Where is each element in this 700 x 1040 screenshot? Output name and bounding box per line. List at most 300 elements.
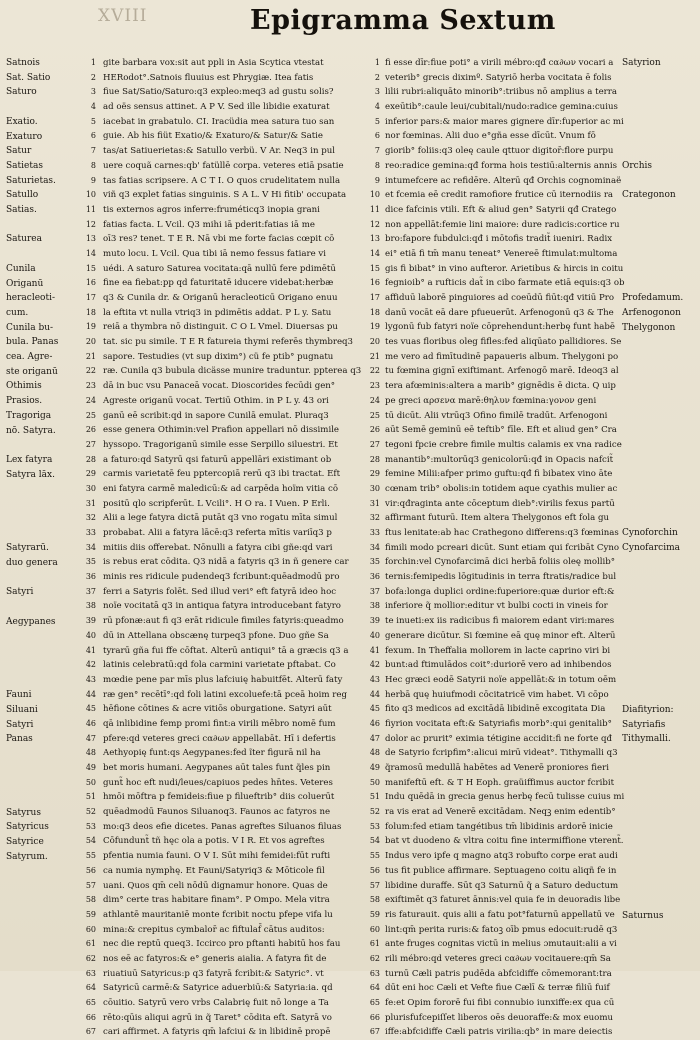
text-line: sapore. Testudies (vt sup dixim°) cü fe ptib° pugnatu [103,351,334,362]
line-number: 19 [85,322,96,332]
line-number: 10 [85,190,96,200]
text-line: fine ea fiebat:pp qd faturitatē iducere videbat:herbæ [103,278,334,289]
margin-note: cum. [6,307,29,318]
text-line: fexum. In Theffalia mollorem in lacte caprino viri bi [385,645,611,656]
line-number: 45 [85,704,96,714]
line-number: 46 [85,718,96,728]
line-number: 20 [85,337,96,347]
line-number: 61 [85,939,96,949]
text-line: inferior pars:& maior mares gignere dīr:fuperior ac mi [385,116,624,127]
text-line: tyrarū gña fui ffe cōftat. Alterū antiqui° tā a græcis q3 a [103,645,349,656]
line-number: 13 [85,234,96,244]
text-line: Aethyopię funt:qs Aegypanes:fed ĩter figurā nil ha [103,748,321,759]
line-number: 36 [85,572,96,582]
margin-note: Satyri [6,587,34,598]
text-line: fegnioib° a rufticis dat̃ in cibo farmate etiā equis:q3 ob [385,278,625,289]
text-line: minis res ridicule pudendeq3 fcribunt:quēadmodū pro [103,572,340,583]
text-line: fatias facta. L Vcil. Q3 mihi iā pderit:fatias iā me [103,219,316,230]
line-number: 5 [374,116,380,126]
margin-note: Satyrarū. [6,543,49,554]
text-line: ante fruges cognitas victū in melius ɔmutauit:alii a vi [385,939,617,950]
line-number: 23 [369,381,380,391]
line-number: 48 [369,748,380,758]
text-line: me vero ad fimītudinē papaueris album. Thelygoni po [385,351,619,362]
text-line: viñ q3 explet fatias singuinis. S A L. V Hi fitib' occupata [103,190,347,201]
margin-note: Profedamum. [622,293,684,304]
text-line: manantib°:multorūq3 genicolorū:qđ in Opacis nafcit̃ [385,454,614,465]
margin-note: heracleoti- [6,293,55,304]
text-line: qā inlibidine femp promi fint:a virili mēbro nomē fum [103,718,336,729]
line-number: 26 [369,425,380,435]
margin-note: Aegypanes [6,616,56,627]
text-line: manifeftū eft. & T H Eoph. graüiffimus auctor fcribit [385,777,615,788]
text-line: dū in Attellana obscænę turpeq3 pfone. Duo gñe Sa [103,630,329,641]
line-number: 17 [369,293,380,302]
line-number: 11 [85,204,96,214]
line-number: 42 [85,660,96,670]
text-line: lilii rubri:aliquāto minorib°:triibus nō amplius a terra [385,87,618,98]
text-line: folum:fed etiam tangétibus tm̄ libidinis ardorē inicie [385,821,613,832]
line-number: 35 [369,557,380,567]
text-line: affirmant futurū. Item altera Thelygonos eft fola gu [385,513,610,524]
text-line: ra vis erat ad Venerē excitādam. Neqꝫ enim edentib° [385,807,616,818]
margin-note: Cunila [6,263,36,274]
line-number: 17 [85,293,96,302]
line-number: 49 [85,763,96,772]
text-line: a faturo:qd Satyrū qsi faturū appellāri existimant ob [103,454,332,465]
text-line: nor fœminas. Alii duo e°gña esse dīcūt. Vnum fō [385,131,596,142]
text-line: turnū Cæli patris pudēda abfcidiffe cōmemorant:tra [385,968,612,979]
line-number: 25 [85,410,96,420]
margin-note: Satyriafis [622,719,666,730]
line-number: 51 [85,792,96,802]
line-number: 2 [90,72,96,82]
line-number: 41 [85,645,96,655]
line-number: 12 [85,219,96,229]
text-line: ad oës sensus attinet. A P V. Sed ille libidie exaturat [103,102,330,113]
line-number: 60 [369,924,380,934]
line-number: 29 [369,469,380,479]
text-line: pfere:qd veteres greci cα∂ων appellabāt. Hī i defertis [103,733,336,744]
line-number: 47 [85,733,96,743]
text-line: tes vuas floribus oleg fifles:fed aliqūato pallidiores. Se [385,337,622,348]
text-line: tus fit publice affirmare. Septuageno coitu aliqñ fe in [385,865,617,876]
text-line: uédi. A saturo Saturea vocitata:qā nullū fere pdimētū [103,263,336,274]
line-number: 25 [369,410,380,420]
line-number: 1 [374,58,380,67]
text-line: dice fafcinis vtili. Eft & aliud gen° Satyrii qđ Cratego [385,204,617,215]
margin-note: Exaturo [6,131,43,142]
line-number: 40 [369,630,380,640]
line-number: 4 [374,102,380,112]
line-number: 51 [369,792,380,802]
text-line: fiue Sat/Satio/Saturo:q3 expleo:meq3 ad gustu solis? [103,87,334,98]
line-number: 14 [369,248,380,258]
text-line: lint:qm̄ perita ruris:& fatoꝫ oīb pmus edocuit:rudē q3 [385,924,618,935]
line-number: 38 [85,601,96,611]
page-title: Epigramma Sextum [250,5,556,36]
line-number: 21 [85,351,96,361]
text-line: inferiore q̃ mollior:editur vt bulbi cocti in vineis for [385,601,608,612]
line-number: 39 [85,616,96,626]
text-line: eni fatyra carmē maledicū:& ad carpēda hoïm vitia cō [103,483,338,494]
line-number: 15 [369,263,380,273]
margin-note: Sat. Satio [6,72,51,83]
line-number: 9 [374,175,380,185]
text-line: de Satyrio fcripfim°:alicui mirū videat°. Tithymalli q3 [385,748,618,759]
margin-note: Satnois [6,58,40,68]
text-line: bro:fapore fubdulci:qđ i mōtofis tradit̃ iueniri. Radix [385,234,613,245]
margin-note: bula. Panas [6,337,59,348]
text-line: bofa:longa duplici ordine:fuperiore:quæ durior eft:& [385,586,615,597]
line-number: 30 [369,483,380,493]
margin-note: Siluani [6,704,38,715]
margin-note: Satyri [6,719,34,730]
right-line-numbers [360,56,380,1040]
margin-note: Satietas [6,160,43,171]
text-line: intumefcere ac refidēre. Alterū qđ Orchis cognominaë [385,175,622,186]
line-number: 5 [90,116,96,126]
line-number: 58 [369,895,380,905]
line-number: 53 [85,821,96,831]
line-number: 4 [90,102,96,112]
text-line: Indus vero ipfe q magno atq3 robufto corpe erat audi [385,851,618,862]
margin-note: Cynoforchin [622,528,678,539]
text-line: et fcemia eē credit ramofiore frutice cū iternodiis ra [385,190,614,201]
line-number: 28 [85,454,96,464]
line-number: 1 [90,58,96,67]
margin-note: Cynofarcima [622,543,681,554]
left-line-numbers [76,56,96,1040]
margin-note: Saturea [6,234,42,245]
margin-note: Arfenogonon [622,307,681,318]
line-number: 21 [369,351,380,361]
text-line: bat vt duodeno & vltra coitu fine intermiffione vterent̃. [385,836,624,847]
line-number: 32 [85,513,96,523]
text-line: fi esse dīr:fiue poti° a virili mébro:qđ cα∂ων vocari a [385,58,614,68]
text-line: ca numia nymphę. Et Fauni/Satyriq3 & Mōticole fil [103,865,325,876]
line-number: 54 [369,836,380,846]
text-line: hēfione cōtines & acre vitiōs oburgatione. Satyri aūt [103,704,332,715]
line-number: 31 [85,498,96,508]
line-number: 7 [374,146,380,156]
text-line: ris faturauit. quis alii a fatu pot°faturnū appellatū ve [385,909,615,920]
text-line: riuatiuū Satyricus:p q3 fatyrā fcribit:& Satyric°. vt [103,968,324,979]
margin-note: Satyrus [6,807,41,818]
margin-note: Crategonon [622,190,676,201]
line-number: 47 [369,733,380,743]
line-number: 29 [85,469,96,479]
text-line: probabat. Alii a fatyra lācē:q3 referta mītis variīq3 p [103,528,332,538]
text-line: veterib° grecis diximº. Satyriō herba vocitata ē folis [385,72,612,83]
text-line: pe greci αρσενα marē:θηλυν fœmina:γονον geni [385,395,597,406]
text-line: reiā a thymbra nō distinguit. C O L Vmel. Diuersas pu [103,322,338,333]
line-number: 38 [369,601,380,611]
text-line: cari affirmet. A fatyris qm̄ lafciui & in libidinē propē [103,1027,331,1038]
line-number: 44 [369,689,380,699]
text-line: reo:radice gemina:qđ forma hois testiū:alternis annis [385,160,618,171]
margin-note: Cunila bu- [6,322,54,333]
text-line: la eftita vt nulla vtriq3 in pdimētis addat. P L y. Satu [103,307,332,318]
line-number: 32 [369,513,380,523]
line-number: 22 [85,366,96,376]
text-line: ganū eē scribit:qd in sapore Cunilā emulat. Pluraq3 [103,410,329,421]
line-number: 67 [85,1027,96,1037]
text-line: dā in buc vsu Panaceā vocat. Dioscorides fecūdi gen° [103,381,336,392]
text-line: forchin:vel Cynofarcimā dici herbā foliis oleę mollib° [385,557,616,568]
line-number: 55 [85,851,96,861]
line-number: 39 [369,616,380,626]
margin-note: Othimis [6,381,42,392]
text-line: mo:q3 deos efie dicetes. Panas agreftes Siluanos filuas [103,821,342,832]
line-number: 9 [90,175,96,185]
margin-note: Saturnus [622,910,664,921]
line-number: 58 [85,895,96,905]
line-number: 8 [374,160,380,170]
line-number: 18 [369,307,380,317]
line-number: 65 [85,998,96,1007]
line-number: 42 [369,660,380,670]
line-number: 34 [369,542,380,552]
text-line: bet moris humani. Aegypanes aūt tales funt q̃les pin [103,763,331,773]
line-number: 24 [85,395,96,405]
line-number: 2 [374,72,380,82]
line-number: 30 [85,483,96,493]
text-line: exiftimēt q3 faturet ānnis:vel quia fe in deuoradis libe [385,895,621,906]
text-line: dim° certe tras habitare finam°. P Ompo. Mela vitra [103,895,330,906]
margin-note: Satias. [6,205,37,215]
line-number: 37 [369,586,380,596]
text-line: q3 & Cunila dr. & Origanū heracleoticū Origano enuu [103,293,338,303]
text-line: hmōi mōftra p femideis:fiue p filueftrib° diis coluerūt [103,792,335,803]
right-text-column [385,56,625,1040]
line-number: 55 [369,851,380,861]
text-line: Satyricū carmē:& Satyrice aduerbiū:& Satyria:ia. qd [103,983,333,994]
text-line: ferri a Satyris folēt. Sed illud veri° eft fatyrā ideo hoc [103,586,337,597]
line-number: 20 [369,337,380,347]
text-line: pfentia numia fauni. O V I. Sūt mihi femidei:fūt rufti [103,851,331,862]
line-number: 66 [369,1012,380,1022]
text-line: tat. sic pu simile. T E R fatureia thymi referēs thymbreq3 [103,337,354,348]
text-line: ræ gen° recētī°:qd foli latini excoluefe:tā pceā hoim reg [103,689,348,700]
line-number: 62 [85,953,96,963]
line-number: 57 [369,880,380,890]
text-line: HERodot°.Satnois fluuius est Phrygiæ. Itea fatis [103,72,314,83]
line-number: 63 [369,968,380,978]
margin-note: Exatio. [6,116,38,127]
line-number: 22 [369,366,380,376]
margin-note: Orchis [622,160,653,171]
line-number: 50 [85,777,96,787]
text-line: rū pfonæ:aut fi q3 erāt ridicule fimiles fatyris:queadmo [103,616,344,627]
line-number: 35 [85,557,96,567]
text-line: plurisfufcepiſſet liberos oēs deuoraffe:& mox euomu [385,1012,614,1023]
text-line: Cōfundunt̃ tñ hęc ola a potis. V I R. Et vos agreftes [103,836,325,847]
line-number: 46 [369,718,380,728]
margin-note: cea. Agre- [6,352,53,362]
line-number: 57 [85,880,96,890]
line-number: 63 [85,968,96,978]
line-number: 33 [369,528,380,537]
text-line: tas/at Satiuerietas:& Satullo verbü. V Ar. Neq3 in pul [103,146,336,157]
text-line: latinis celebratū:qd fola carmini varietate pftabat. Co [103,660,336,671]
line-number: 67 [369,1027,380,1037]
margin-note: Satullo [6,190,39,201]
line-number: 33 [85,528,96,537]
margin-note: Fauni [6,690,32,701]
line-number: 40 [85,630,96,640]
text-line: dūt eni hoc Cæli et Vefte fiue Cælī & terræ filiū fuif [385,983,610,994]
line-number: 64 [85,983,96,993]
text-line: gunt̃ hoc eft nudi/leues/capiuos pedes hn̄tes. Veteres [103,777,333,788]
text-line: uani. Quos qm̄ celi nōdū dignamur honore. Quas de [103,880,328,891]
margin-note: Tithymalli. [622,734,671,745]
margin-note: Tragoriga [6,410,52,421]
line-number: 44 [85,689,96,699]
text-line: nec die reptū queq3. Iccirco pro pftanti habitū hos fau [103,939,341,950]
running-head-left: XVIII [98,6,148,26]
text-line: rēto:qūis aliqui agrū in q̃ Taret° cōdita eft. Satyrā vo [103,1012,332,1023]
text-line: iffe:abfcidiffe Cæli patris virilia:qb° in mare deiectis [385,1027,613,1038]
text-line: ræ. Cunila q3 bubula dicässe munire traduntur. ppterea q3 [103,366,362,377]
text-line: muto locu. L Vcil. Qua tibi iā nemo fessus fatiare vi [103,248,327,259]
line-number: 3 [374,87,380,97]
text-line: Hec græci eodē Satyrii noïe appellāt:& in totum oēm [385,674,617,685]
text-line: mitiis diis offerebat. Nōnulli a fatyra cibi gñe:qd vari [103,542,333,553]
line-number: 6 [90,131,96,141]
line-number: 50 [369,777,380,787]
line-number: 6 [374,131,380,141]
text-line: cōuitio. Satyrū vero vrbs Calabrię fuit nō longe a Ta [103,998,329,1008]
line-number: 61 [369,939,380,949]
line-number: 18 [85,307,96,317]
text-line: herbā quę huiufmodi cōcitatricē vim habet. Vi cōpo [385,689,609,700]
line-number: 24 [369,395,380,405]
line-number: 48 [85,748,96,758]
text-line: tis externos agros inferre:fruméticq3 inopia grani [103,204,320,215]
line-number: 62 [369,953,380,963]
text-line: q̃ramosū medullā habētes ad Venerē proniores fieri [385,763,609,773]
text-line: tū dicūt. Alii vtrūq3 Ofino fimilē tradūt. Arfenogoni [385,410,608,421]
line-number: 34 [85,542,96,552]
line-number: 37 [85,586,96,596]
margin-note: Prasios. [6,396,43,407]
line-number: 43 [369,674,380,684]
text-line: vir:qđraginta ante cōceptum dieb°:virilis fexus partū [385,498,615,509]
line-number: 52 [369,807,380,817]
margin-note: Panas [6,734,33,745]
line-number: 64 [369,983,380,993]
line-number: 45 [369,704,380,714]
text-line: ternis:femipedis lōgitudinis in terra ftratis/radice bul [385,572,617,583]
text-line: carmis varietatē feu pptercopiā rerū q3 ibi tractat. Eft [103,469,341,480]
line-number: 12 [369,219,380,229]
line-number: 31 [369,498,380,508]
text-line: cœnam trib° obolis:in totidem aque cyathis mulier ac [385,483,618,494]
margin-note: Satur [6,146,32,157]
margin-note: Diafityrion: [622,704,674,715]
text-line: esse genera Othimin:vel Prafion appellari nō dissimile [103,425,340,436]
line-number: 7 [90,146,96,156]
line-number: 27 [85,439,96,449]
text-line: hyssopo. Tragoriganū simile esse Serpillo siluestri. Et [103,439,338,450]
text-line: nos eē ac fatyros:& e° generis aialia. A fatyra fit de [103,953,327,964]
text-line: fimili modo pcreari dicūt. Sunt etiam qui fcribāt Cyno [385,542,620,553]
text-line: Indu quēdā in grecia genus herbę fecū tulisse cuius mi [385,792,625,803]
margin-note: duo genera [6,557,58,568]
text-line: tas fatias scripsere. A C T I. O quos crudelitatem nulla [103,175,341,186]
line-number: 23 [85,381,96,391]
text-line: positū qlo scripferūt. L Vcili°. H O ra. I Vuen. P Erli. [103,498,330,509]
margin-note: nō. Satyra. [6,425,56,436]
text-line: ei° etiā fi tm̄ manu teneat° Venereē ftimulat:multoma [385,248,618,259]
line-number: 56 [85,865,96,875]
margin-note: ste origanū [6,366,58,377]
margin-note: Thelygonon [622,322,676,333]
line-number: 13 [369,234,380,244]
text-line: is rebus erat cōdita. Q3 nidā a fatyris q3 in ñ genere car [103,557,349,568]
text-line: Agreste origanū vocat. Tertiū Othim. in P L y. 43 ori [103,395,329,406]
text-line: ftus lenitate:ab hac Crathegono differens:q3 fœminas [385,528,619,538]
text-line: fito q3 medicos ad excitādā libidinē excogitata Dia [385,704,606,715]
text-line: tu fœmina gignī exiftimant. Arfenogō marē. Ideoq3 al [385,366,619,377]
text-line: athlantē mauritaniē monte fcribit noctu pfepe vifa lu [103,909,333,920]
text-line: fe:et Opim fororē fui fibi connubio iunxiffe:ex qua cū [385,998,615,1008]
margin-note: Satyrion [622,58,661,68]
text-line: oī3 res? tenet. T E R. Nā vbi me forte facias cœpit cō [103,234,335,245]
text-line: exeūtib°:caule leui/cubitali/nudo:radice gemina:cuius [385,102,618,113]
line-number: 59 [369,909,380,919]
line-number: 19 [369,322,380,332]
line-number: 65 [369,998,380,1007]
text-line: dolor ac prurit° eximia tétigine accidit:fi ne forte qđ [385,733,613,744]
line-number: 8 [90,160,96,170]
margin-note: Satyrum. [6,851,48,862]
line-number: 53 [369,821,380,831]
text-line: generare dicūtur. Si fœmine eā quę minor eft. Alterū [385,630,616,641]
left-text-column [103,56,366,1040]
text-line: iacebat in grabatulo. CI. Iracüdia mea satura tuo san [103,116,335,127]
line-number: 49 [369,763,380,772]
text-line: danū vocāt eā dare pfueuerūt. Arfenogonū q3 & The [385,307,614,318]
line-number: 56 [369,865,380,875]
text-line: lygonū fub fatyri noïe cōprehendunt:herbę funt habē [385,322,615,333]
text-line: tegoni fpcie crebre fimile multis calamis ex vna radice [385,439,622,450]
text-line: giorib° foliis:q3 oleę caule qttuor digitor̄:flore purpu [385,146,614,157]
margin-note: Satyra lāx. [6,469,55,480]
text-line: fiyrion vocitata eft:& Satyriafis morb°:qui genitalib° [385,718,612,729]
margin-note: Satyricus [6,822,49,833]
line-number: 14 [85,248,96,258]
line-number: 16 [85,278,96,288]
text-line: guie. Ab his fiüt Exatio/& Exaturo/& Satur/& Satie [103,131,324,142]
line-number: 15 [85,263,96,273]
line-number: 10 [369,190,380,200]
line-number: 41 [369,645,380,655]
line-number: 59 [85,909,96,919]
line-number: 3 [90,87,96,97]
text-line: femine Milii:afper primo guftu:qđ fi bibatex vino āte [385,469,613,480]
text-line: aūt Semē geminū eē teftib° fīle. Eft et aliud gen° Cra [385,425,617,436]
line-number: 60 [85,924,96,934]
line-number: 66 [85,1012,96,1022]
text-line: libidine duraffe. Sūt q3 Saturnū q̃ a Saturo deductum [385,880,619,891]
text-line: uere coquã carnes:qb' fatüllē corpa. veteres etiā psatie [103,160,344,171]
line-number: 16 [369,278,380,288]
text-line: non appellāt:femie lini maiore: dure radicis:cortice ru [385,219,620,230]
text-line: quēadmodū Faunos Siluanoq3. Faunos ac fatyros ne [103,807,331,818]
line-number: 36 [369,572,380,582]
